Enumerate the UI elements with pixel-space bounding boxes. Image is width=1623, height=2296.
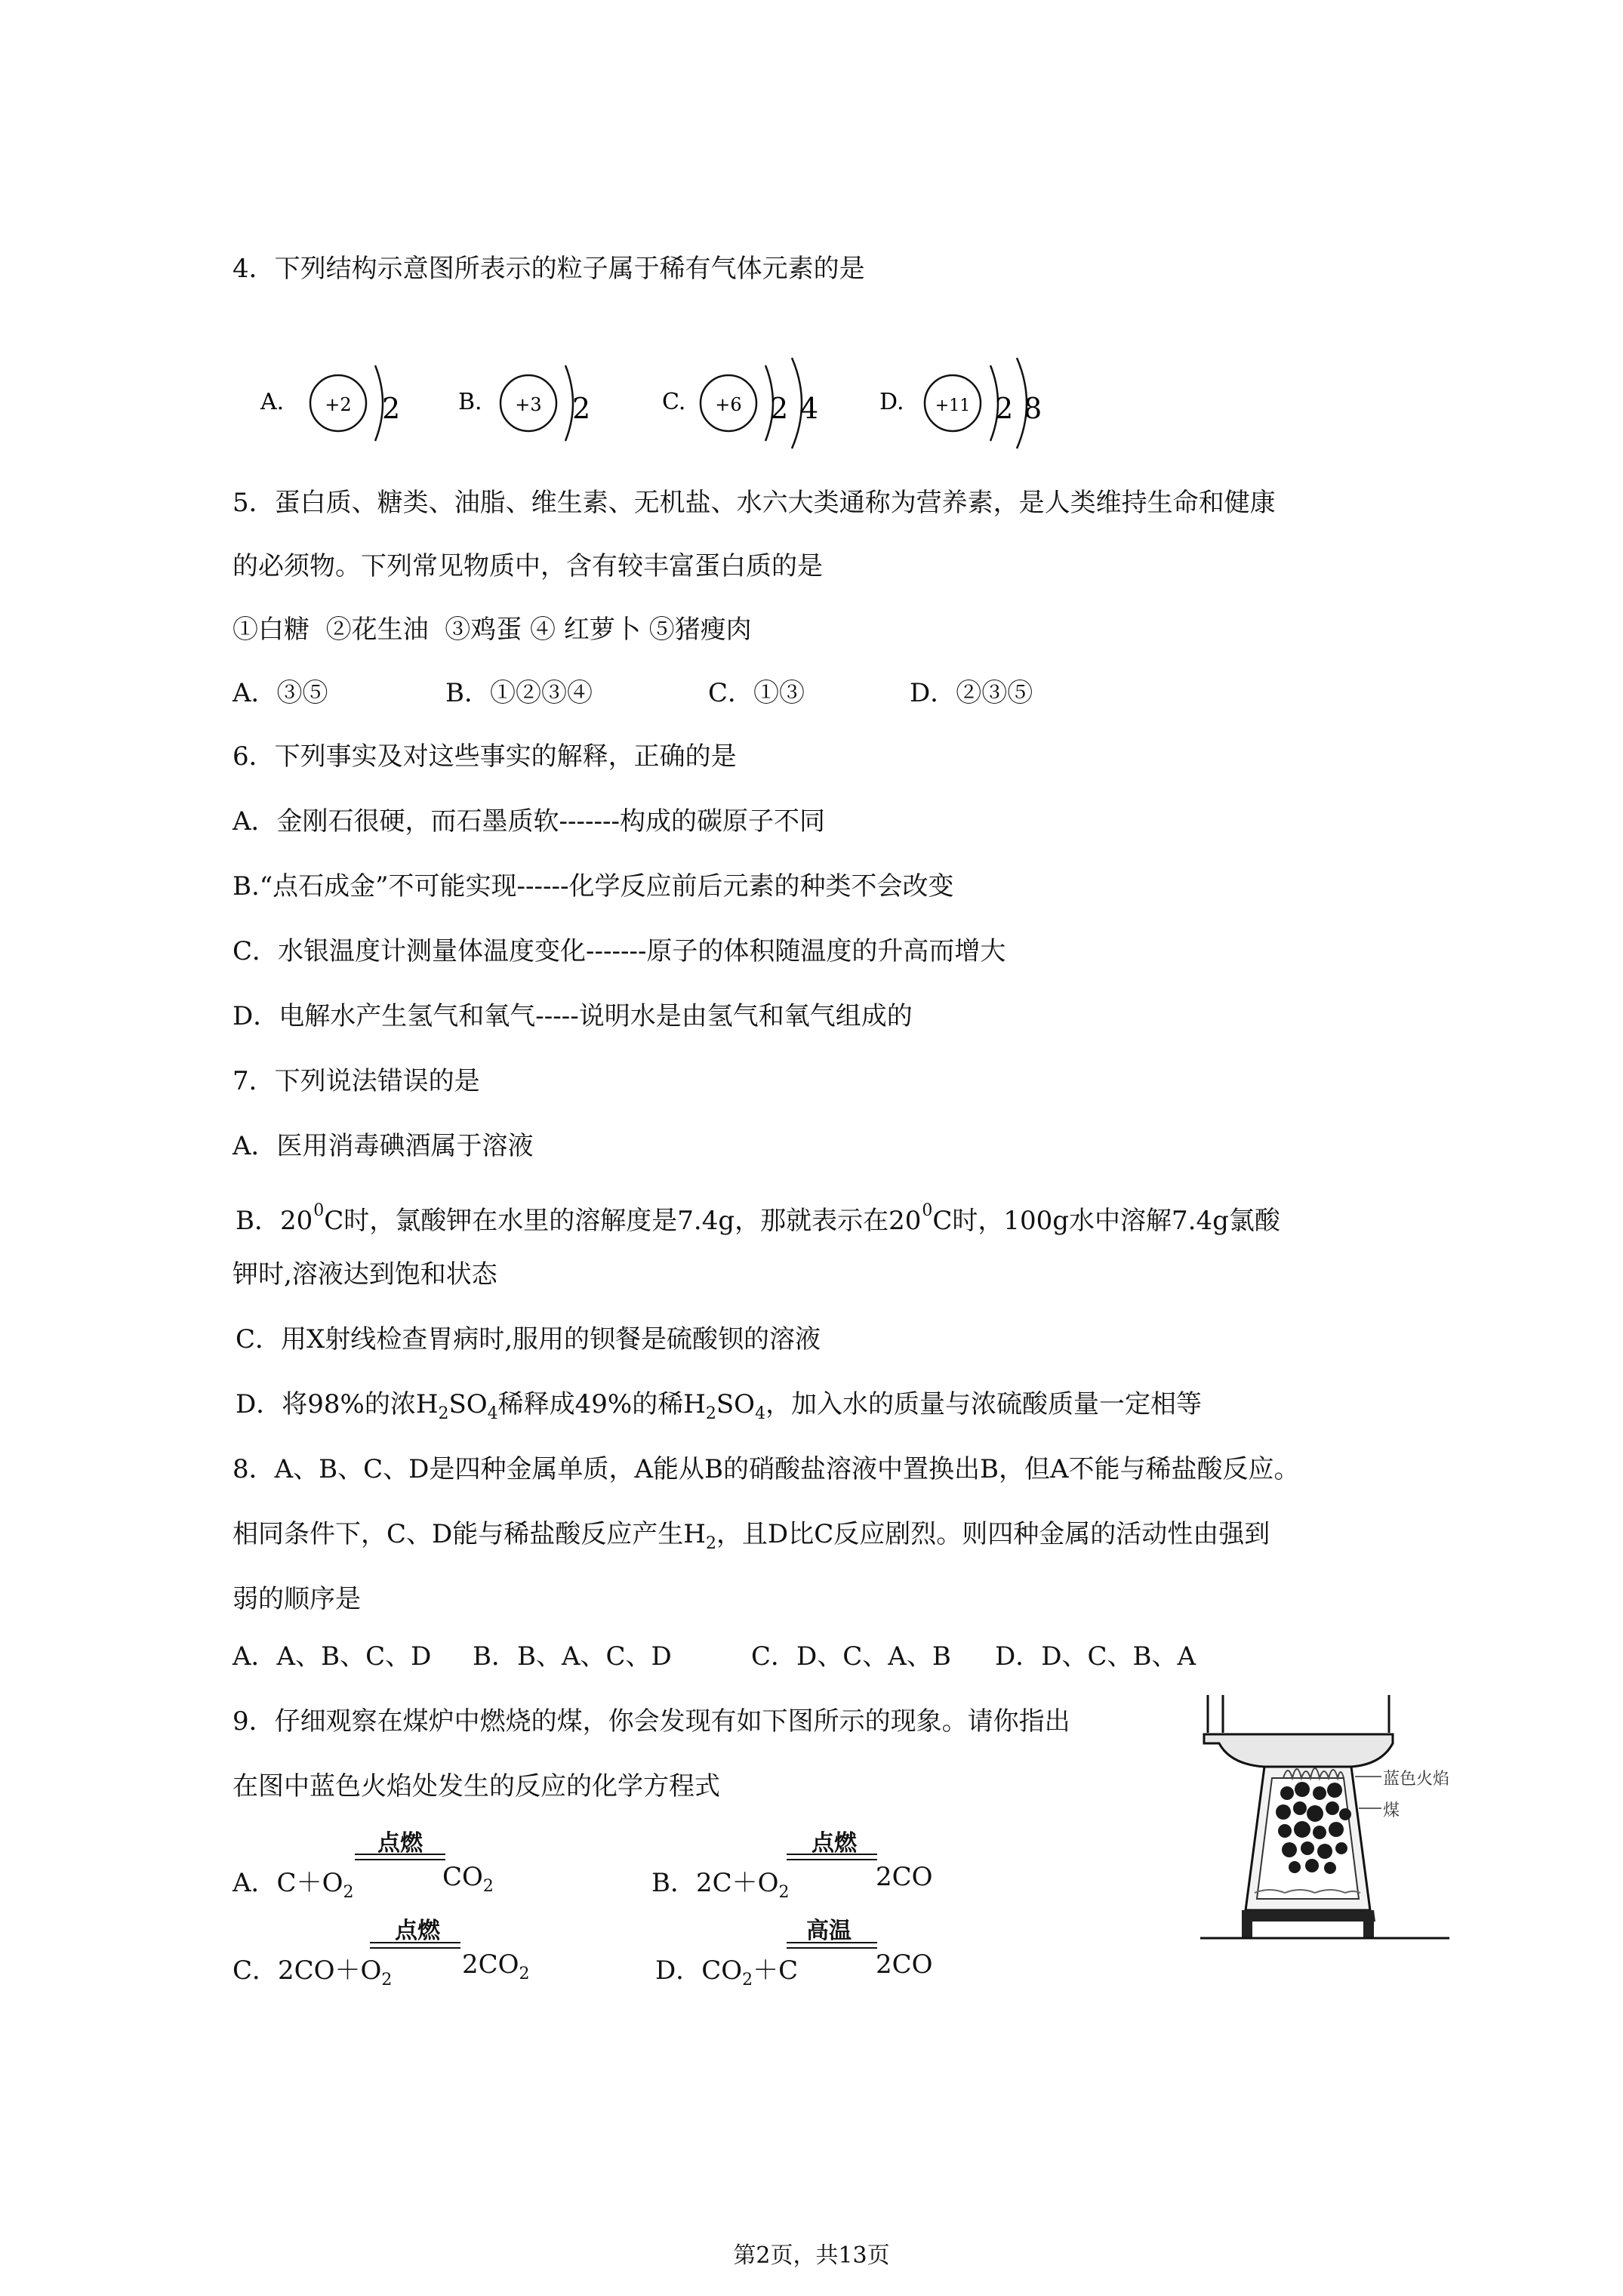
flame-label: 蓝色火焰 <box>1383 1770 1450 1789</box>
q5-stem-line2: 的必须物。下列常见物质中，含有较丰富蛋白质的是 <box>233 551 823 581</box>
reaction-condition: 点燃 <box>395 1918 440 1944</box>
option-label: B. <box>458 389 482 415</box>
equation-lhs: C．$2CO+O_2$ <box>233 1955 393 1989</box>
option-label: C. <box>662 389 686 415</box>
q7-stem: 7．下列说法错误的是 <box>233 1066 480 1096</box>
q8-stem-line1: 8．A、B、C、D是四种金属单质，A能从B的硝酸盐溶液中置换出B，但A不能与稀盐酸反应。 <box>233 1454 1300 1484</box>
q9-stem-line2: 在图中蓝色火焰处发生的反应的化学方程式 <box>233 1771 720 1801</box>
q7-option-b[interactable]: B．$20^0C$时，氯酸钾在水里的溶解度是7.4g，那就表示在$20^0C$时，100g水中溶解7.4g氯酸 <box>236 1201 1280 1236</box>
equals-sign <box>370 1942 460 1949</box>
equation-rhs: $CO_2$ <box>442 1862 494 1896</box>
q5-stem-line1: 5．蛋白质、糖类、油脂、维生素、无机盐、水六大类通称为营养素，是人类维持生命和健康 <box>233 488 1276 518</box>
q4-option-a[interactable] <box>257 349 483 462</box>
q8-option-c[interactable]: C．D、C、A、B <box>751 1641 951 1672</box>
q5-items: ①白糖 ②花生油 ③鸡蛋 ④ 红萝卜 ⑤猪瘦肉 <box>233 615 752 645</box>
q5-option-d[interactable]: D．②③⑤ <box>910 678 1033 708</box>
equation-rhs: 2CO <box>876 1862 933 1892</box>
q8-option-d[interactable]: D．D、C、B、A <box>995 1641 1196 1672</box>
q7-option-d[interactable]: D．将98%的浓$H_2SO_4$稀释成49%的稀$H_2SO_4$，加入水的质量与浓硫酸质量一定相等 <box>236 1389 1203 1423</box>
reaction-condition: 点燃 <box>812 1830 857 1857</box>
q8-stem-line2: 相同条件下，C、D能与稀盐酸反应产生$H_2$，且D比C反应剧烈。则四种金属的活动性由强到 <box>233 1519 1270 1553</box>
option-label: A. <box>260 389 285 415</box>
shell-electrons: 4 <box>800 392 819 425</box>
shell-electrons: 2 <box>770 392 789 425</box>
q4-option-b[interactable] <box>454 349 681 462</box>
q7-option-b-cont: 钾时,溶液达到饱和状态 <box>233 1259 497 1290</box>
q7-option-c[interactable]: C．用X射线检查胃病时,服用的钡餐是硫酸钡的溶液 <box>236 1324 821 1354</box>
q7-option-a[interactable]: A．医用消毒碘酒属于溶液 <box>233 1131 534 1161</box>
q6-option-a[interactable]: A．金刚石很硬，而石墨质软-------构成的碳原子不同 <box>233 806 825 837</box>
q8-option-b[interactable]: B．B、A、C、D <box>473 1641 672 1672</box>
q6-option-d[interactable]: D．电解水产生氢气和氧气-----说明水是由氢气和氧气组成的 <box>233 1001 913 1031</box>
nucleus-charge: +11 <box>935 396 971 415</box>
q4-option-c[interactable] <box>658 349 885 462</box>
coal-label: 煤 <box>1383 1801 1400 1820</box>
q5-option-b[interactable]: B．①②③④ <box>445 678 593 708</box>
nucleus-charge: +2 <box>325 394 352 415</box>
shell-electrons: 8 <box>1024 392 1042 425</box>
equation-lhs: A．$C+O_2$ <box>233 1868 354 1902</box>
equals-sign <box>787 1854 877 1860</box>
equals-sign <box>787 1942 877 1949</box>
equals-sign <box>355 1854 445 1860</box>
shell-electrons: 2 <box>995 392 1014 425</box>
nucleus-charge: +6 <box>715 394 742 415</box>
q4-option-d[interactable] <box>876 349 1102 462</box>
q5-option-a[interactable]: A．③⑤ <box>233 678 328 708</box>
shell-electrons: 2 <box>382 392 401 425</box>
equation-rhs: 2CO <box>876 1949 933 1980</box>
q6-stem: 6．下列事实及对这些事实的解释，正确的是 <box>233 741 737 772</box>
q9-stem-line1: 9．仔细观察在煤炉中燃烧的煤，你会发现有如下图所示的现象。请你指出 <box>233 1706 1070 1737</box>
equation-lhs: D．$CO_2+C$ <box>655 1955 799 1989</box>
atom-diagram-c <box>658 349 870 462</box>
q8-option-a[interactable]: A．A、B、C、D <box>233 1641 432 1672</box>
nucleus-charge: +3 <box>515 394 542 415</box>
atom-diagram-d <box>876 349 1087 462</box>
q4-stem: 4．下列结构示意图所表示的粒子属于稀有气体元素的是 <box>233 254 865 284</box>
equation-lhs: B．$2C+O_2$ <box>651 1868 790 1902</box>
equation-rhs: $2CO_2$ <box>462 1949 530 1983</box>
q6-option-c[interactable]: C．水银温度计测量体温度变化-------原子的体积随温度的升高而增大 <box>233 936 1006 966</box>
atom-diagram-b <box>454 349 636 462</box>
atom-diagram-a <box>257 349 438 462</box>
page-footer: 第2页，共13页 <box>733 2242 890 2269</box>
option-label: D. <box>879 389 904 415</box>
coal-stove-figure <box>1200 1695 1449 1944</box>
q8-stem-line3: 弱的顺序是 <box>233 1584 361 1614</box>
coal-stove-drawing <box>1200 1695 1449 1944</box>
reaction-condition: 高温 <box>806 1918 852 1944</box>
q6-option-b[interactable]: B.“点石成金”不可能实现------化学反应前后元素的种类不会改变 <box>233 871 954 901</box>
shell-electrons: 2 <box>572 392 591 425</box>
reaction-condition: 点燃 <box>377 1830 423 1857</box>
q5-option-c[interactable]: C．①③ <box>708 678 805 708</box>
